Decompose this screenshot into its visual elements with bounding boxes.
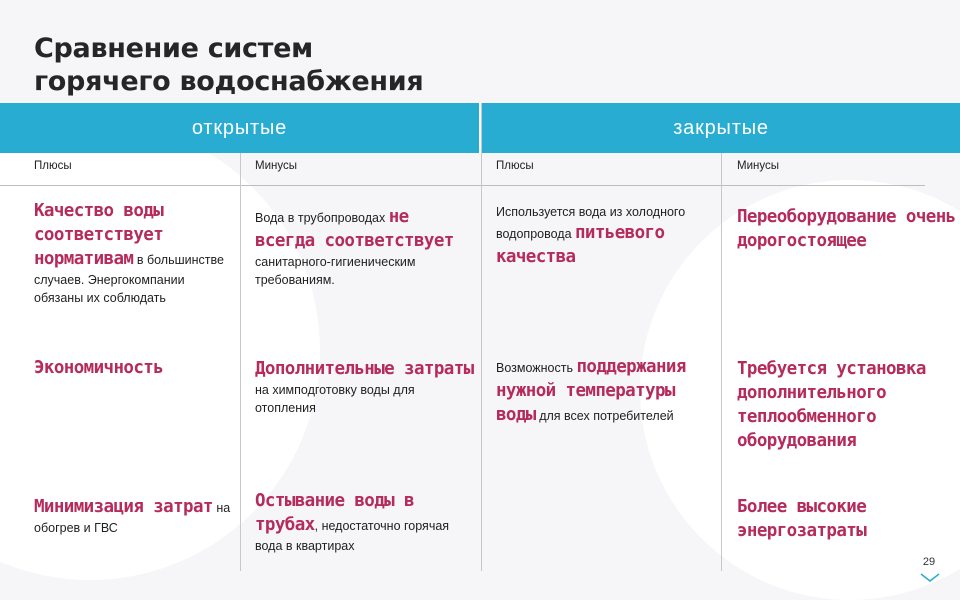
highlight-text: питьевого качества: [496, 223, 665, 267]
column-divider: [481, 103, 482, 571]
title-line-1: Сравнение систем: [34, 33, 313, 64]
cell-open-cons-3: [255, 489, 477, 555]
cell-open-pros-1: [34, 199, 234, 307]
cell-text: Используется вода из холодного водопровода: [496, 205, 686, 241]
header-open-systems: открытые: [0, 103, 479, 153]
cell-text: в большинстве случаев. Энергокомпании обязаны их соблюдать: [34, 253, 224, 305]
cell-open-cons-1: [255, 205, 475, 289]
cell-text: Вода в трубопроводах: [255, 211, 389, 225]
highlight-text: Требуется установка дополнительного теплообменного оборудования: [737, 359, 926, 451]
cell-open-cons-2: [255, 357, 477, 417]
column-divider: [721, 153, 722, 571]
header-closed-systems: закрытые: [482, 103, 960, 153]
highlight-text: Экономичность: [34, 358, 164, 378]
cell-text: , недостаточно горячая вода в квартирах: [255, 519, 450, 553]
highlight-text: Качество воды соответствует нормативам: [34, 201, 164, 269]
subheader-open-cons: Минусы: [255, 160, 297, 172]
cell-open-pros-2: [34, 356, 234, 380]
cell-open-pros-3: [34, 495, 234, 537]
cell-closed-cons-3: [737, 495, 957, 543]
cell-text: Возможность: [496, 361, 577, 375]
highlight-text: Дополнительные затраты: [255, 359, 474, 379]
subheader-open-pros: Плюсы: [34, 160, 72, 172]
highlight-text: поддержания нужной температуры воды: [496, 357, 686, 425]
highlight-text: Остывание воды в трубах: [255, 491, 414, 535]
cell-closed-pros-2: [496, 355, 718, 427]
highlight-text: не всегда соответствует: [255, 207, 454, 251]
page-title: [34, 32, 423, 98]
subheader-closed-pros: Плюсы: [496, 160, 534, 172]
cell-closed-cons-2: [737, 357, 957, 453]
cell-text: на обогрев и ГВС: [34, 501, 231, 535]
page-number: 29: [922, 556, 936, 568]
cell-closed-cons-1: [737, 205, 957, 253]
title-line-2: горячего водоснабжения: [34, 66, 424, 97]
highlight-text: Минимизация затрат: [34, 497, 213, 517]
subheader-divider: [0, 185, 925, 186]
chevron-down-icon: [920, 573, 940, 583]
column-divider: [240, 153, 241, 571]
highlight-text: Более высокие энергозатраты: [737, 497, 867, 541]
cell-closed-pros-1: [496, 203, 716, 269]
cell-text: санитарного-гигиеническим требованиям.: [255, 255, 416, 287]
cell-text: на химподготовку воды для отопления: [255, 383, 415, 415]
highlight-text: Переоборудование очень дорогостоящее: [737, 207, 956, 251]
cell-text: для всех потребителей: [535, 409, 674, 423]
subheader-closed-cons: Минусы: [737, 160, 779, 172]
